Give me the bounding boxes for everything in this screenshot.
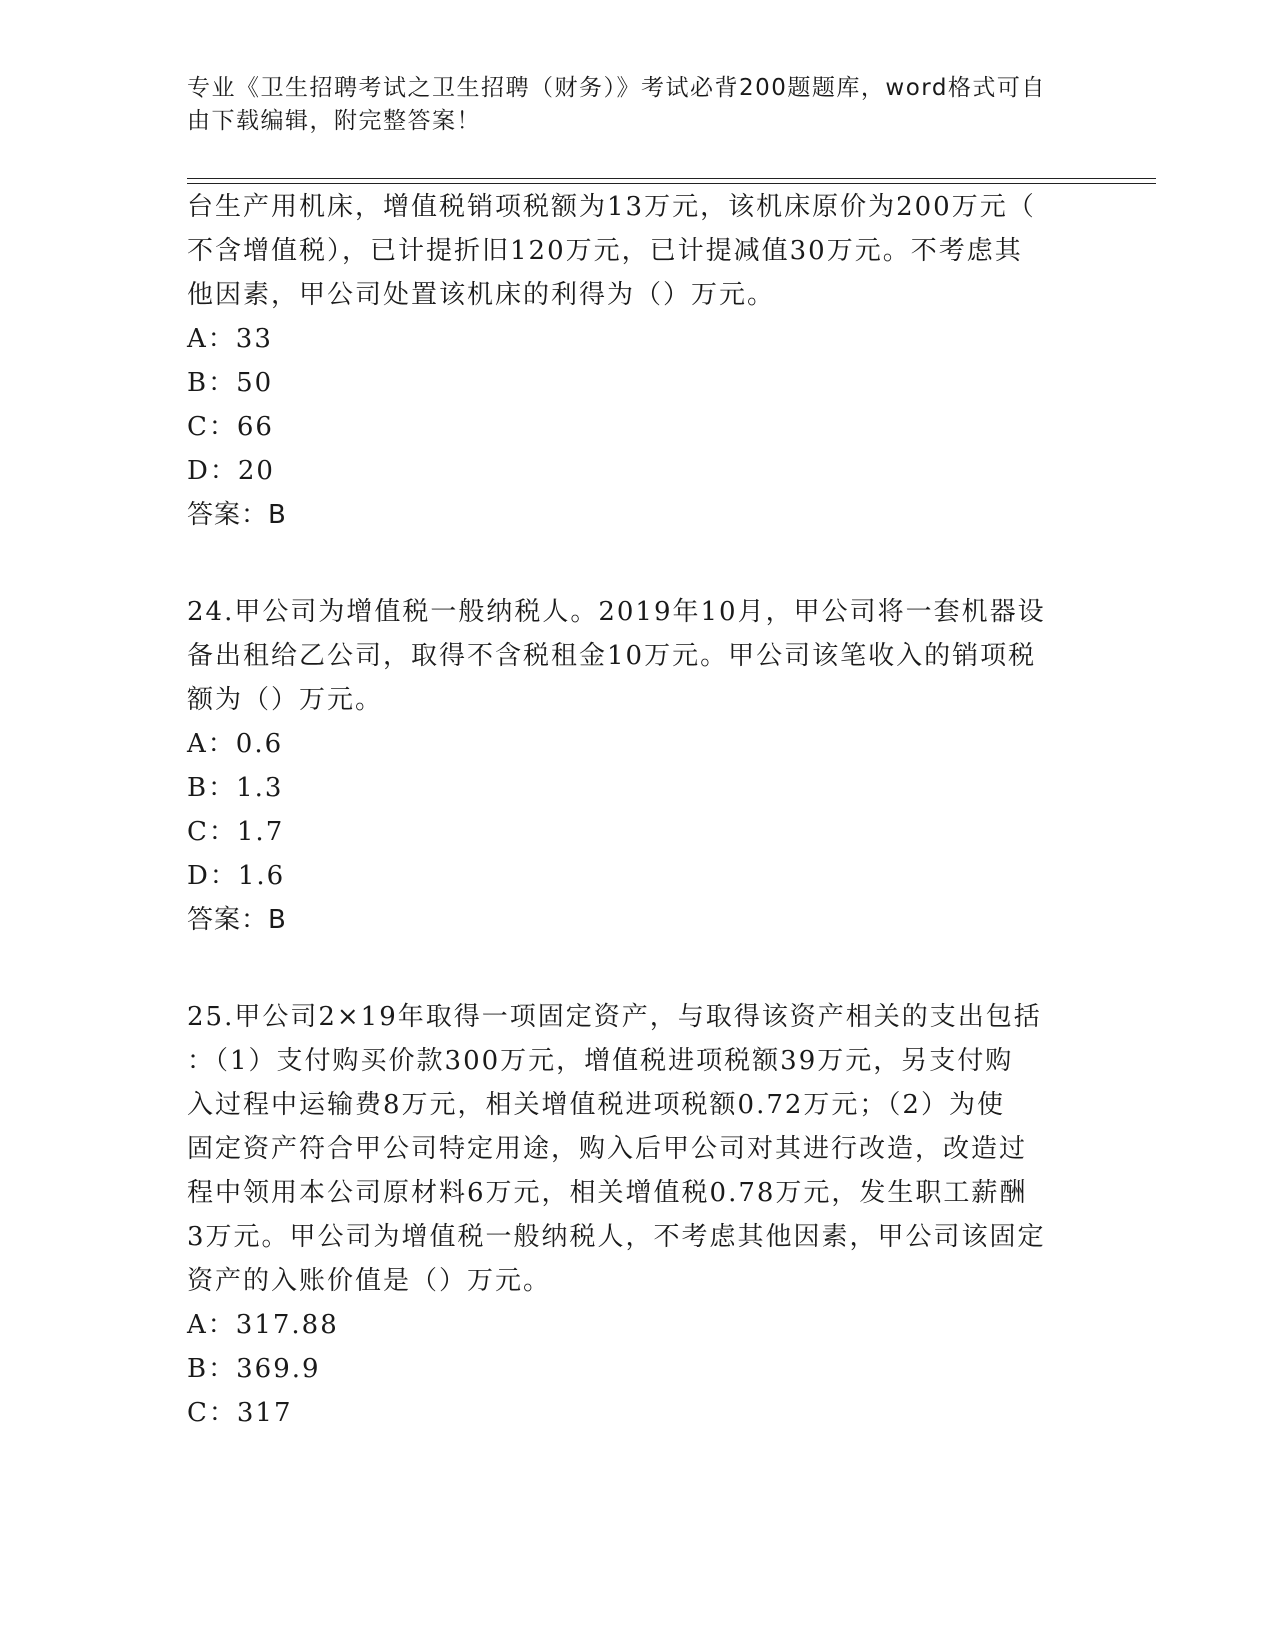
question-23-stem-line-1: 台生产用机床，增值税销项税额为13万元，该机床原价为200万元（ — [187, 192, 1036, 222]
document-header — [187, 72, 1067, 138]
question-25-stem-line-4: 固定资产符合甲公司特定用途，购入后甲公司对其进行改造，改造过 — [187, 1134, 1028, 1164]
question-23-option-b: B：50 — [187, 368, 274, 398]
question-24-option-a: A：0.6 — [187, 729, 284, 759]
question-23-option-a: A：33 — [187, 324, 273, 354]
question-24-option-b: B：1.3 — [187, 773, 284, 803]
question-23-stem-line-3: 他因素，甲公司处置该机床的利得为（）万元。 — [187, 280, 776, 310]
question-23-option-d: D：20 — [187, 456, 275, 486]
question-23-option-c: C：66 — [187, 412, 274, 442]
question-25-stem-line-7: 资产的入账价值是（）万元。 — [187, 1266, 552, 1296]
header-divider-bottom — [187, 183, 1156, 184]
question-24-option-c: C：1.7 — [187, 817, 285, 847]
question-25-option-a: A：317.88 — [187, 1310, 339, 1340]
question-24-stem-line-3: 额为（）万元。 — [187, 685, 384, 715]
question-25-stem-line-3: 入过程中运输费8万元，相关增值税进项税额0.72万元；（2）为使 — [187, 1090, 1005, 1120]
question-25-stem-line-1: 25.甲公司2×19年取得一项固定资产，与取得该资产相关的支出包括 — [187, 1002, 1042, 1032]
question-25-option-c: C：317 — [187, 1398, 293, 1428]
question-24-option-d: D：1.6 — [187, 861, 286, 891]
question-24-stem-line-1: 24.甲公司为增值税一般纳税人。2019年10月，甲公司将一套机器设 — [187, 597, 1046, 627]
question-25-stem-line-5: 程中领用本公司原材料6万元，相关增值税0.78万元，发生职工薪酬 — [187, 1178, 1028, 1208]
question-25-stem-line-2: ：（1）支付购买价款300万元，增值税进项税额39万元，另支付购 — [187, 1046, 1014, 1076]
question-25-option-b: B：369.9 — [187, 1354, 321, 1384]
question-25-stem-line-6: 3万元。甲公司为增值税一般纳税人，不考虑其他因素，甲公司该固定 — [187, 1222, 1046, 1252]
header-line-1: 专业《卫生招聘考试之卫生招聘（财务）》考试必背200题题库，word格式可自 — [187, 75, 1046, 101]
question-23-answer: 答案：B — [187, 500, 287, 530]
header-divider-top — [187, 178, 1156, 179]
header-line-2: 由下载编辑，附完整答案！ — [187, 108, 481, 134]
question-23-stem-line-2: 不含增值税），已计提折旧120万元，已计提减值30万元。不考虑其 — [187, 236, 1023, 266]
question-24-answer: 答案：B — [187, 905, 287, 935]
question-24-stem-line-2: 备出租给乙公司，取得不含税租金10万元。甲公司该笔收入的销项税 — [187, 641, 1037, 671]
